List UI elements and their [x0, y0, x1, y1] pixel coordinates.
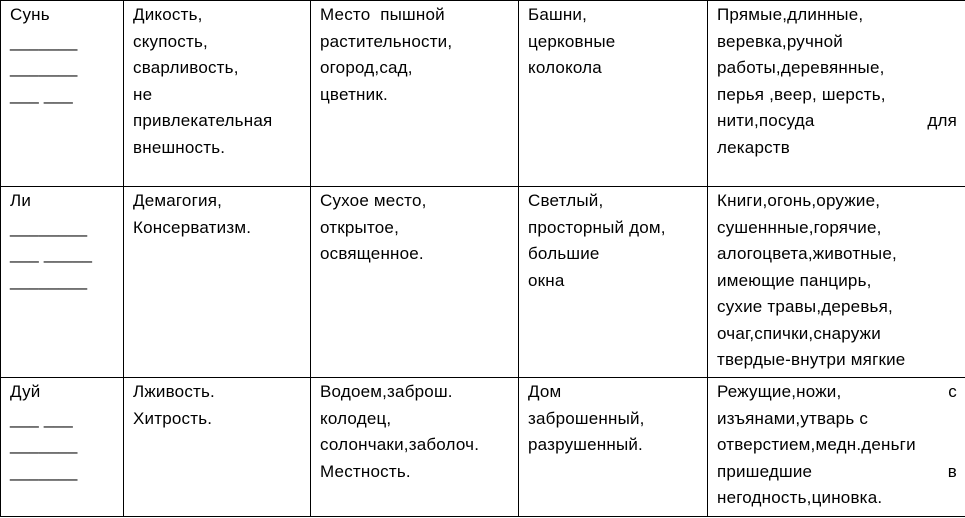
cell-text: огород,сад, [320, 58, 413, 77]
trigram-cell [1, 187, 124, 378]
cell-text: солончаки,заболоч. [320, 435, 480, 454]
blank-line: _______ [10, 31, 78, 51]
cell-text: просторный дом, [528, 217, 666, 237]
cell-text: Светлый, [528, 191, 604, 210]
trigram-name: Сунь [10, 5, 50, 24]
cell-text: твердые-внутри мягкие [717, 350, 906, 369]
cell-text: колокола [528, 58, 602, 77]
cell-text: сварливость, [133, 58, 239, 77]
blank-line: _______ [10, 461, 78, 481]
trigram-cell [1, 1, 124, 187]
cell-text: привлекательная [133, 111, 273, 130]
cell-text: Книги,огонь,оружие, [717, 191, 881, 210]
cell-text: в [947, 461, 957, 481]
cell-text: Башни, [528, 5, 588, 24]
traits-cell [124, 187, 311, 378]
objects-cell [708, 1, 965, 187]
cell-text: для [927, 111, 957, 130]
trigram-cell [1, 378, 124, 517]
cell-text: сухие травы,деревья, [717, 297, 893, 316]
trigram-name: Ли [10, 191, 32, 210]
cell-text: изъянами,утварь с [717, 408, 869, 428]
cell-text: колодец, [320, 408, 392, 428]
cell-text: Дом [528, 382, 562, 401]
cell-text: разрушенный. [528, 435, 643, 454]
cell-text: окна [528, 270, 565, 290]
cell-text: нити,посуда [717, 111, 815, 130]
place-cell [311, 378, 519, 517]
justified-line [717, 459, 957, 486]
cell-text: скупость, [133, 31, 208, 51]
cell-text: Место пышной [320, 5, 445, 24]
cell-text: Прямые,длинные, [717, 5, 864, 24]
cell-text: Режущие,ножи, [717, 382, 842, 401]
cell-text: Демагогия, [133, 191, 223, 210]
cell-text: перья ,веер, шерсть, [717, 84, 886, 104]
building-cell [519, 378, 708, 517]
cell-text: лекарств [717, 137, 791, 157]
blank-line: ________ [10, 270, 88, 290]
blank-line: _______ [10, 58, 78, 77]
building-cell [519, 187, 708, 378]
cell-text: очаг,спички,снаружи [717, 323, 881, 343]
cell-text: церковные [528, 31, 616, 51]
place-cell [311, 1, 519, 187]
traits-cell [124, 1, 311, 187]
cell-text: сушеннные,горячие, [717, 217, 882, 237]
justified-line [717, 379, 957, 406]
place-cell [311, 187, 519, 378]
cell-text: алогоцвета,животные, [717, 244, 897, 263]
cell-text: не [133, 84, 153, 104]
cell-text: имеющие панцирь, [717, 270, 872, 290]
cell-text: большие [528, 244, 600, 263]
cell-text: освященное. [320, 244, 424, 263]
cell-text: отверстием,медн.деньги [717, 435, 916, 454]
cell-text: Местность. [320, 461, 411, 481]
blank-line: _______ [10, 435, 78, 454]
justified-line [717, 108, 957, 135]
cell-text: Водоем,заброш. [320, 382, 453, 401]
cell-text: веревка,ручной [717, 31, 843, 51]
cell-text: работы,деревянные, [717, 58, 885, 77]
cell-text: Лживость. [133, 382, 215, 401]
building-cell [519, 1, 708, 187]
table-row [1, 187, 965, 378]
objects-cell [708, 187, 965, 378]
traits-cell [124, 378, 311, 517]
blank-line: ___ ___ [10, 408, 73, 428]
cell-text: Консерватизм. [133, 217, 252, 237]
cell-text: растительности, [320, 31, 453, 51]
cell-text: открытое, [320, 217, 400, 237]
table-row [1, 1, 965, 187]
cell-text: внешность. [133, 137, 226, 157]
cell-text: Хитрость. [133, 408, 213, 428]
trigram-name: Дуй [10, 382, 41, 401]
blank-line: ___ _____ [10, 244, 93, 263]
cell-text: негодность,циновка. [717, 488, 883, 507]
cell-text: Сухое место, [320, 191, 427, 210]
blank-line: ___ ___ [10, 84, 73, 104]
objects-cell [708, 378, 965, 517]
cell-text: с [948, 382, 957, 401]
cell-text: цветник. [320, 84, 388, 104]
cell-text: пришедшие [717, 461, 813, 481]
cell-text: Дикость, [133, 5, 203, 24]
table-row [1, 378, 965, 517]
cell-text: заброшенный, [528, 408, 645, 428]
blank-line: ________ [10, 217, 88, 237]
